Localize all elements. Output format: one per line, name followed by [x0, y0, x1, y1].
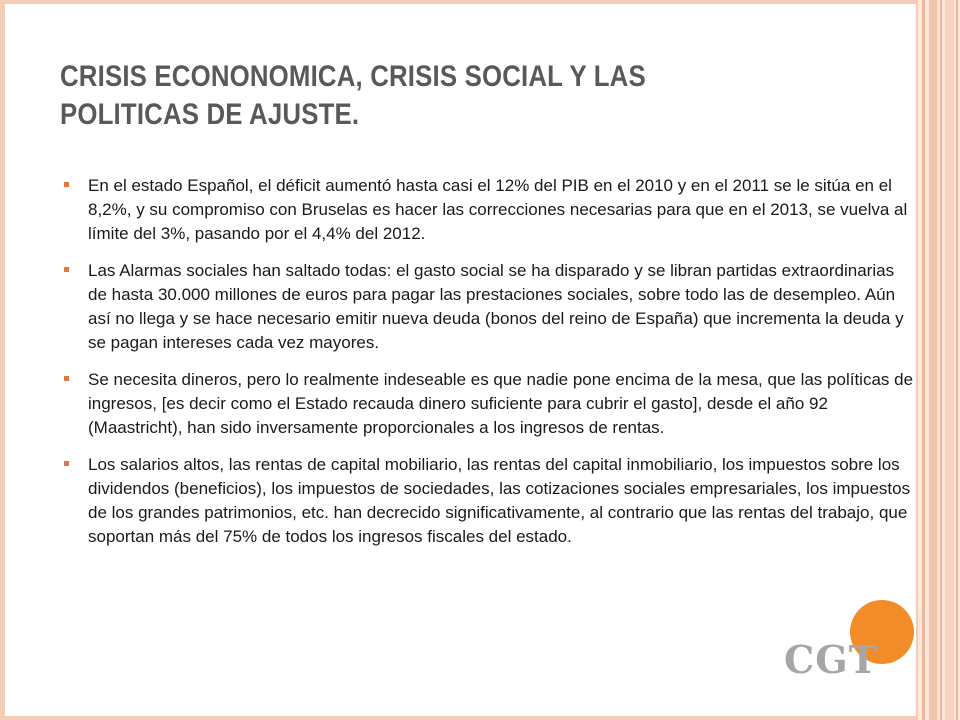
bullet-text: Se necesita dineros, pero lo realmente indeseable es que nadie pone encima de la mesa, que las políticas de ingresos, [es decir como el Estado recauda dinero suficiente para cubrir el gasto], desde el año 92 (Maastricht), han sido inversamente proporcionales a los ingresos de rentas.: [88, 370, 914, 437]
bullet-item: [64, 259, 914, 355]
square-bullet-icon: [64, 461, 69, 466]
bullet-item: [64, 453, 914, 549]
bullet-list: [64, 174, 914, 562]
title-line-1: CRISIS ECONONOMICA, CRISIS SOCIAL Y LAS: [60, 60, 646, 93]
square-bullet-icon: [64, 376, 69, 381]
cgt-logo: CGT: [784, 637, 878, 682]
bullet-item: [64, 368, 914, 440]
bullet-text: En el estado Español, el déficit aumentó hasta casi el 12% del PIB en el 2010 y en el 2011 se le sitúa en el 8,2%, y su compromiso con Bruselas es hacer las correcciones necesarias para que en el 2013, se vuelva al límite del 3%, pasando por el 4,4% del 2012.: [88, 176, 908, 243]
bullet-text: Los salarios altos, las rentas de capital mobiliario, las rentas del capital inmobiliario, los impuestos sobre los dividendos (beneficios), los impuestos de sociedades, las cotizaciones sociales empresariales, los impuestos de los grandes patrimonios, etc. han decrecido significativamente, al contrario que las rentas del trabajo, que soportan más del 75% de todos los ingresos fiscales del estado.: [88, 455, 911, 546]
square-bullet-icon: [64, 182, 69, 187]
slide-title: [60, 58, 765, 134]
title-line-2: POLITICAS DE AJUSTE.: [60, 98, 360, 131]
bullet-text: Las Alarmas sociales han saltado todas: el gasto social se ha disparado y se libran partidas extraordinarias de hasta 30.000 millones de euros para pagar las prestaciones sociales, sobre todo las de desempleo. Aún así no llega y se hace necesario emitir nueva deuda (bonos del reino de España) que incrementa la deuda y se pagan intereses cada vez mayores.: [88, 261, 904, 352]
square-bullet-icon: [64, 267, 69, 272]
bullet-item: [64, 174, 914, 246]
decorative-stripes: [918, 0, 960, 720]
